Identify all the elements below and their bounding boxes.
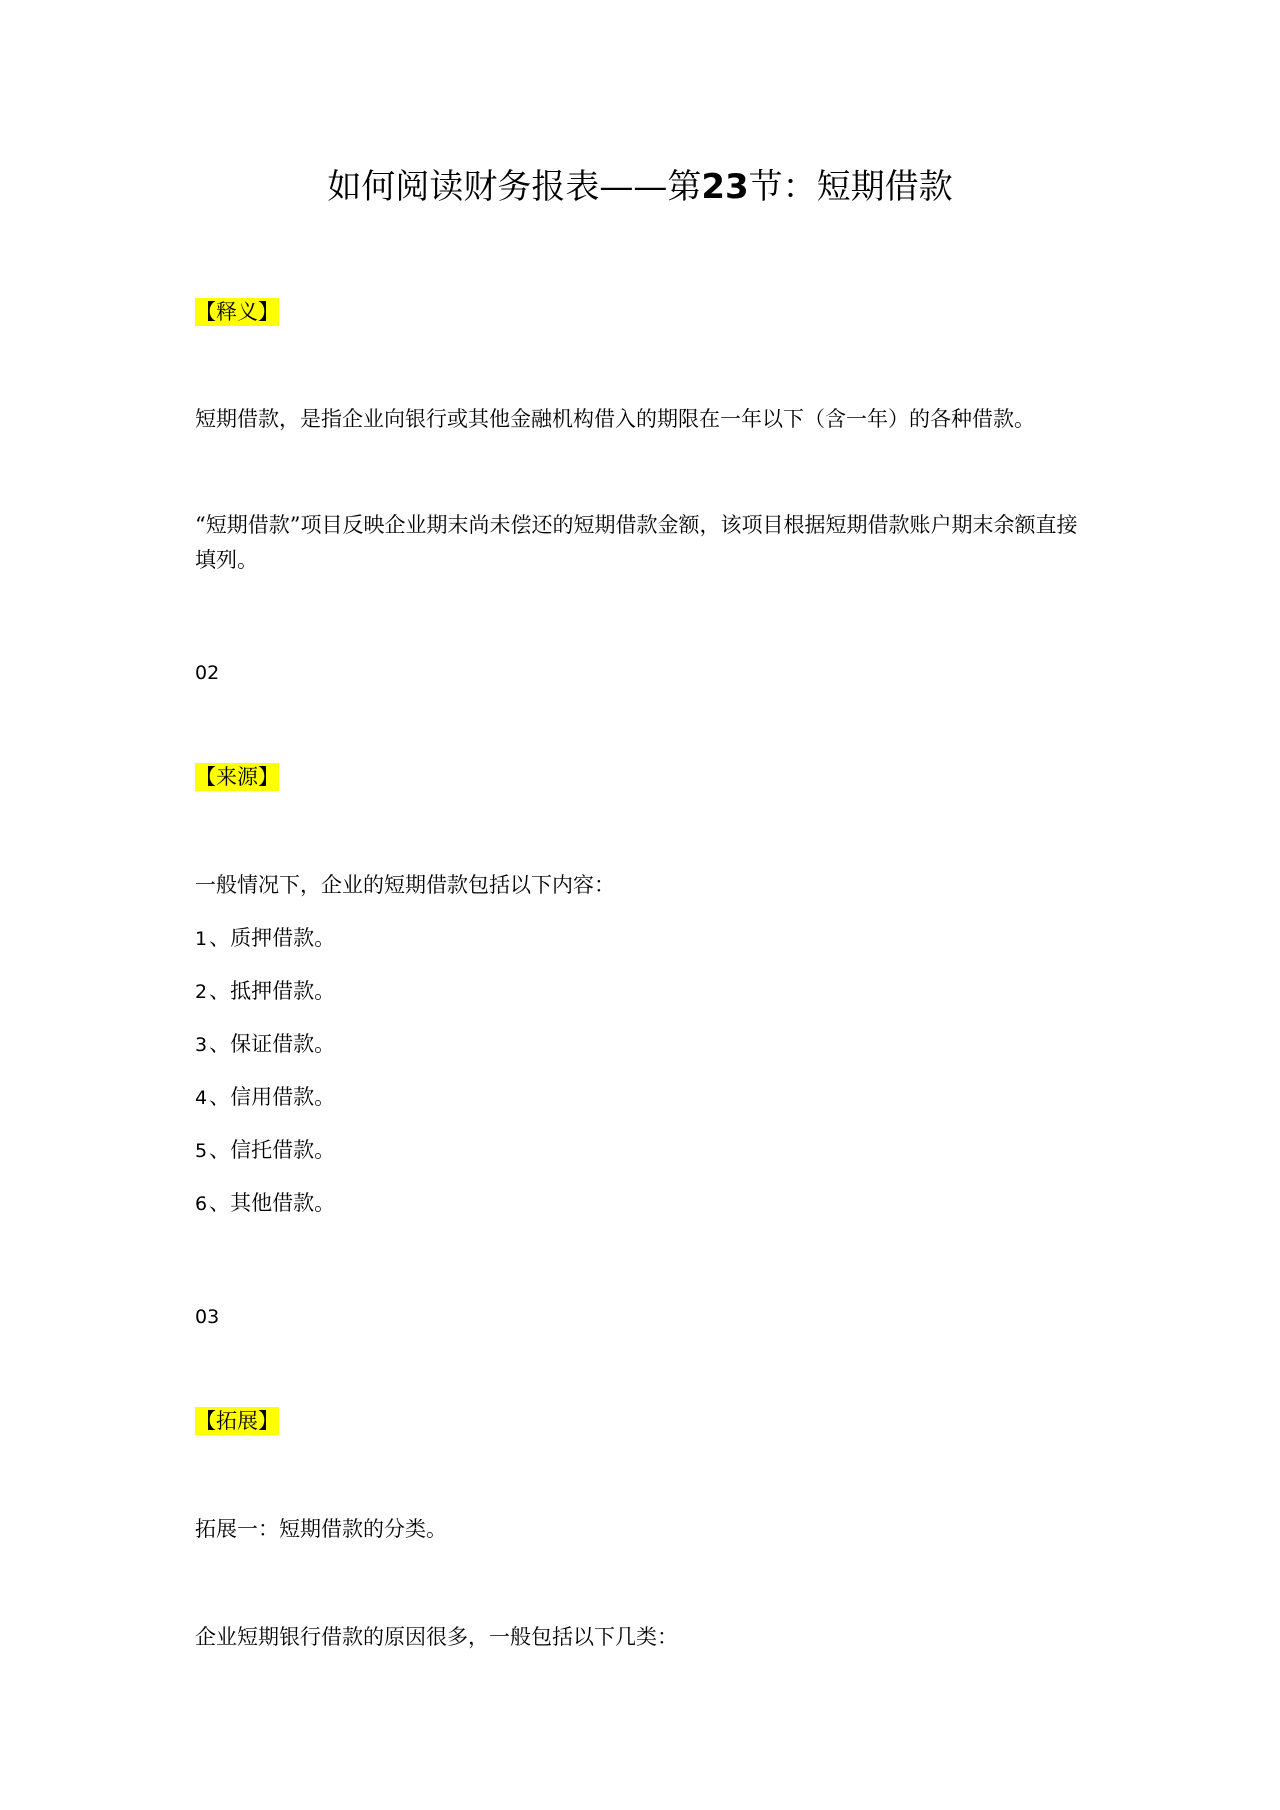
list-item-text: 、信托借款。 [209, 1138, 336, 1162]
definition-heading-block [195, 295, 1095, 330]
list-item [195, 921, 335, 957]
list-item-text: 、抵押借款。 [209, 979, 336, 1003]
extension-paragraph-1: 拓展一：短期借款的分类。 [195, 1517, 447, 1541]
extension-paragraph-2: 企业短期银行借款的原因很多，一般包括以下几类： [195, 1625, 678, 1649]
list-item-text: 、其他借款。 [209, 1191, 336, 1215]
title-prefix: 如何阅读财务报表——第 [327, 167, 702, 207]
definition-paragraph-1: 短期借款，是指企业向银行或其他金融机构借入的期限在一年以下（含一年）的各种借款。 [195, 407, 1035, 431]
section-number-02: 02 [195, 662, 220, 684]
list-item [195, 1027, 335, 1063]
list-item-number: 2 [195, 981, 208, 1003]
extension-heading-block [195, 1404, 1095, 1439]
list-item-text: 、信用借款。 [209, 1085, 336, 1109]
list-item-number: 1 [195, 928, 208, 950]
section-number-03: 03 [195, 1306, 220, 1328]
list-item-text: 、质押借款。 [209, 926, 336, 950]
list-item [195, 1133, 335, 1169]
extension-heading: 【拓展】 [195, 1409, 279, 1433]
definition-paragraph-2: “短期借款”项目反映企业期末尚未偿还的短期借款金额，该项目根据短期借款账户期末余额直接填列。 [195, 513, 1078, 572]
list-item-number: 6 [195, 1193, 208, 1215]
list-item [195, 1186, 335, 1222]
title-suffix: 节：短期借款 [748, 167, 953, 207]
list-item [195, 974, 335, 1010]
list-item-number: 4 [195, 1087, 208, 1109]
source-heading-block [195, 760, 1095, 795]
list-item-number: 5 [195, 1140, 208, 1162]
source-heading: 【来源】 [195, 765, 279, 789]
page-title [0, 165, 1280, 209]
source-intro: 一般情况下，企业的短期借款包括以下内容： [195, 873, 615, 897]
definition-heading: 【释义】 [195, 300, 279, 324]
list-item [195, 1080, 335, 1116]
title-number: 23 [701, 167, 749, 207]
list-item-number: 3 [195, 1034, 208, 1056]
list-item-text: 、保证借款。 [209, 1032, 336, 1056]
